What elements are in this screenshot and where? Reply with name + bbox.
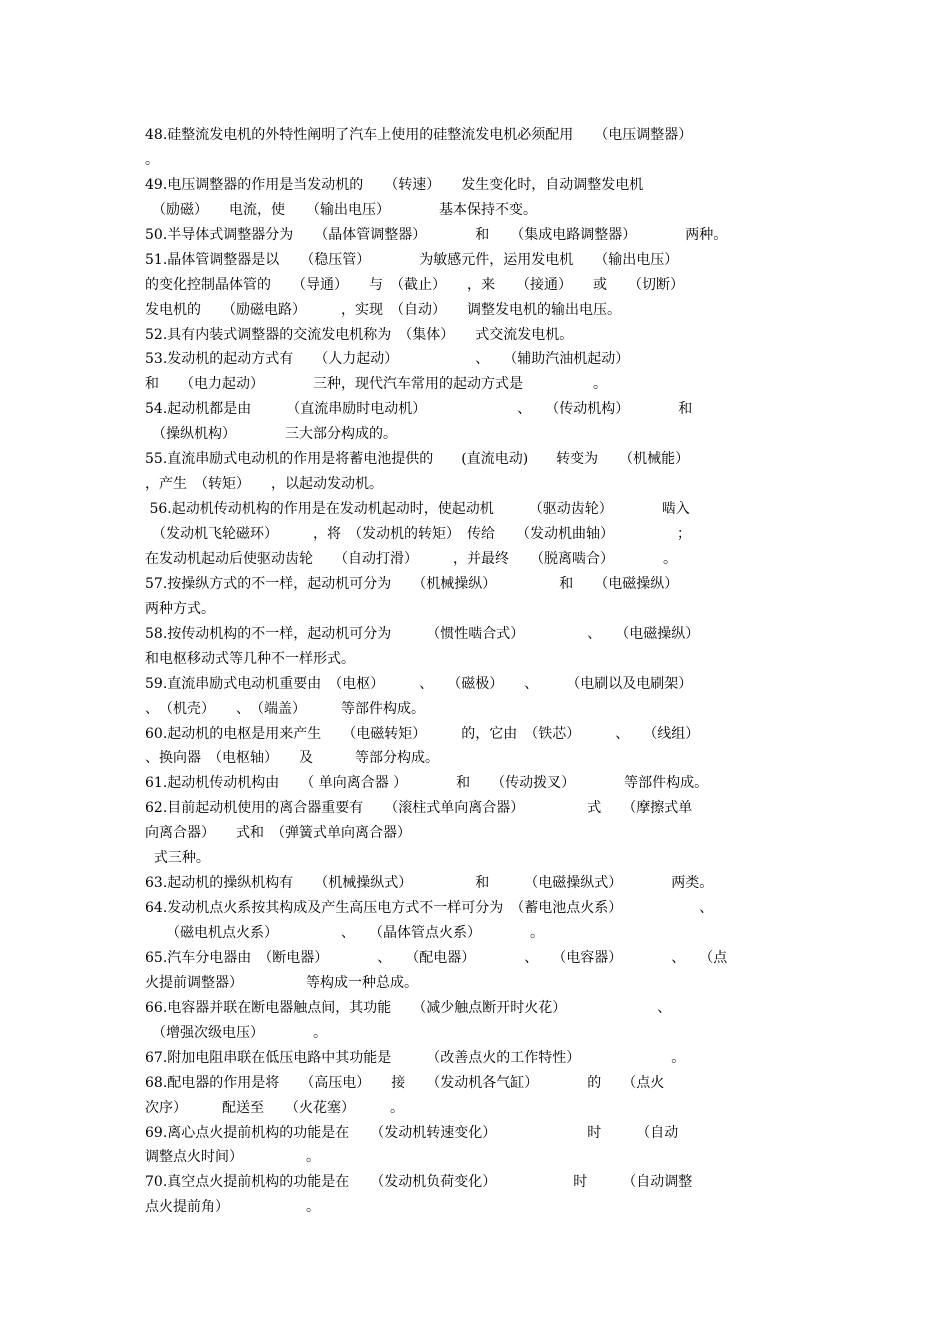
text-line: 在发动机起动后使驱动齿轮 （自动打滑） ，并最终 （脱离啮合） 。 [145,550,677,567]
text-line: 61.起动机传动机构由 （ 单向离合器 ） 和 （传动拨叉） 等部件构成。 [145,775,709,792]
text-line: （增强次级电压） 。 [145,1024,327,1041]
text-line: 发电机的 （励磁电路） ，实现 （自动） 调整发电机的输出电压。 [145,301,621,318]
text-line: 。 [145,151,159,168]
text-line: 58.按传动机构的不一样，起动机可分为 （惯性啮合式） 、 （电磁操纵） [145,625,700,642]
text-line: 62.目前起动机使用的离合器重要有 （滚柱式单向离合器） 式 （摩擦式单 [145,800,693,817]
text-line: 向离合器） 式和 （弹簧式单向离合器） [145,825,411,842]
text-line: ，产生 （转矩） ，以起动发动机。 [145,476,383,493]
text-line: 和电枢移动式等几种不一样形式。 [145,650,355,667]
text-line: 67.附加电阻串联在低压电路中其功能是 （改善点火的工作特性） 。 [145,1049,686,1066]
text-line: 调整点火时间） 。 [145,1149,320,1166]
text-line: 、 （机壳） 、 （端盖） 等部件构成。 [145,700,425,717]
text-line: 51.晶体管调整器是以 （稳压管） 为敏感元件，运用发电机 （输出电压） [145,251,679,268]
text-line: 57.按操纵方式的不一样，起动机可分为 （机械操纵） 和 （电磁操纵） [145,575,679,592]
text-line: 69.离心点火提前机构的功能是在 （发动机转速变化） 时 （自动 [145,1124,679,1141]
text-line: 66.电容器并联在断电器触点间，其功能 （减少触点断开时火花） 、 [145,999,672,1016]
text-line: 点火提前角） 。 [145,1199,320,1216]
text-line: 式三种。 [145,850,210,867]
text-line: 48.硅整流发电机的外特性阐明了汽车上使用的硅整流发电机必须配用 （电压调整器） [145,127,693,143]
text-line: 54.起动机都是由 （直流串励时电动机） 、 （传动机构） 和 [145,401,693,418]
text-line: 70.真空点火提前机构的功能是在 （发动机负荷变化） 时 （自动调整 [145,1174,693,1191]
text-line: 和 （电力起动） 三种，现代汽车常用的起动方式是 。 [145,376,607,393]
text-line: 火提前调整器） 等构成一种总成。 [145,974,418,991]
text-line: 的变化控制晶体管的 （导通） 与 （截止） ，来 （接通） 或 （切断） [145,276,684,293]
text-line: 65.汽车分电器由 （断电器） 、 （配电器） 、 （电容器） 、 （点 [145,949,728,966]
text-line: 两种方式。 [145,600,215,617]
text-line: 55.直流串励式电动机的作用是将蓄电池提供的 (直流电动) 转变为 （机械能） [145,451,690,468]
text-line: 50.半导体式调整器分为 （晶体管调整器） 和 （集成电路调整器） 两种。 [145,226,728,243]
text-line: 、换向器 （电枢轴） 及 等部分构成。 [145,750,439,767]
text-line: 56.起动机传动机构的作用是在发动机起动时，使起动机 （驱动齿轮） 啮入 [145,501,690,518]
text-line: 68.配电器的作用是将 （高压电） 接 （发动机各气缸） 的 （点火 [145,1074,665,1091]
text-line: 53.发动机的起动方式有 （人力起动） 、 （辅助汽油机起动） [145,351,630,368]
text-line: 52.具有内装式调整器的交流发电机称为 （集体） 式交流发电机。 [145,326,574,343]
text-line: 63.起动机的操纵机构有 （机械操纵式） 和 （电磁操纵式） 两类。 [145,875,714,892]
text-line: （操纵机构） 三大部分构成的。 [145,426,397,443]
text-line: 次序） 配送至 （火花塞） 。 [145,1099,404,1116]
text-line: （发动机飞轮磁环） ，将 （发动机的转矩） 传给 （发动机曲轴） ； [145,526,691,542]
text-line: 60.起动机的电枢是用来产生 （电磁转矩） 的，它由 （铁芯） 、 （线组） [145,725,700,742]
text-line: 64.发动机点火系按其构成及产生高压电方式不一样可分为 （蓄电池点火系） 、 [145,900,714,917]
text-line: （磁电机点火系） 、 （晶体管点火系） 。 [145,925,544,941]
text-line: 49.电压调整器的作用是当发动机的 （转速） 发生变化时，自动调整发电机 [145,176,644,193]
text-line: （励磁） 电流，使 （输出电压） 基本保持不变。 [145,201,537,218]
text-line: 59.直流串励式电动机重要由 （电枢） 、 （磁极） 、 （电刷以及电刷架） [145,675,693,692]
document-body [145,123,813,1220]
